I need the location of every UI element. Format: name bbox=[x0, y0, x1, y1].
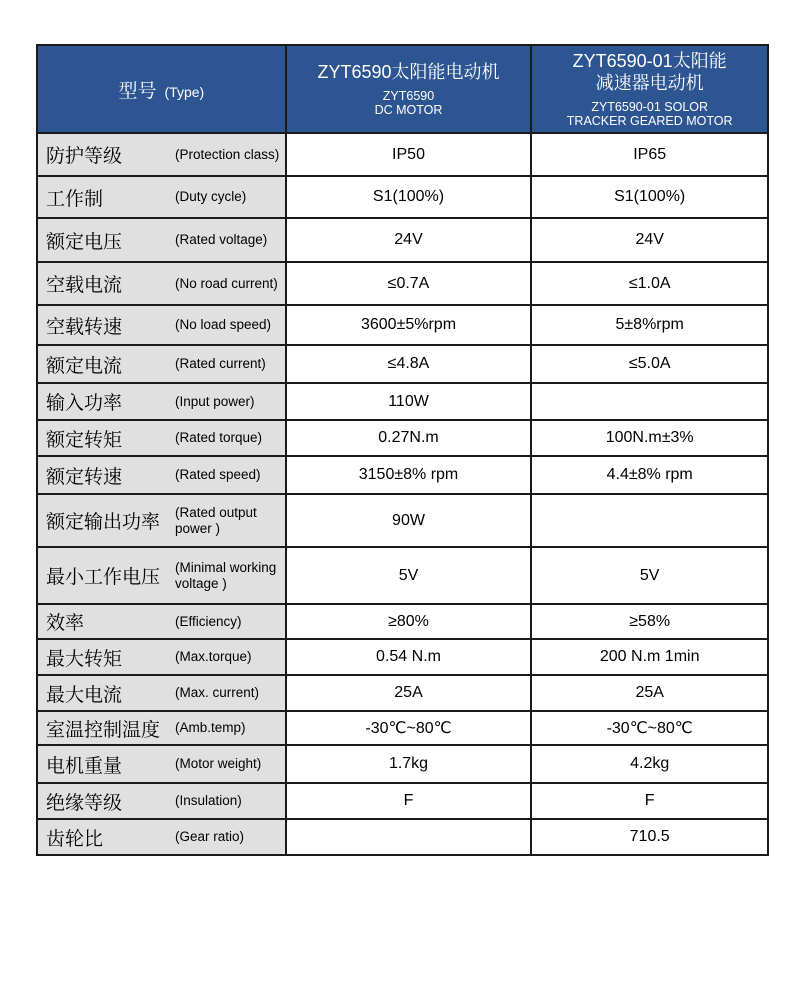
spec-row bbox=[37, 819, 768, 855]
spec-label-cell bbox=[37, 305, 286, 345]
spec-value-zyt6590-01 bbox=[531, 383, 768, 420]
spec-value-zyt6590: 25A bbox=[286, 675, 532, 711]
spec-label-cell bbox=[37, 745, 286, 783]
spec-label-zh: 效率 bbox=[46, 613, 85, 634]
spec-value-zyt6590: -30℃~80℃ bbox=[286, 711, 532, 745]
spec-label-en-line2: power ) bbox=[175, 520, 221, 536]
spec-label-zh: 最大电流 bbox=[46, 684, 123, 706]
header-row bbox=[37, 45, 768, 133]
spec-label-en-line1: (Rated output bbox=[175, 504, 257, 520]
spec-row bbox=[37, 711, 768, 745]
spec-row bbox=[37, 383, 768, 420]
spec-value-zyt6590: IP50 bbox=[286, 133, 532, 176]
spec-value-zyt6590: F bbox=[286, 783, 532, 819]
spec-label-cell bbox=[37, 639, 286, 675]
spec-label-en bbox=[175, 560, 276, 592]
spec-label-en: (Max. current) bbox=[175, 685, 260, 700]
spec-label-en bbox=[175, 505, 257, 537]
spec-label-en-line1: (Minimal working bbox=[175, 559, 277, 575]
spec-label-cell bbox=[37, 262, 286, 305]
spec-value-zyt6590-01: ≤1.0A bbox=[531, 262, 768, 305]
spec-row bbox=[37, 420, 768, 456]
spec-label-cell bbox=[37, 345, 286, 383]
model-b-title-1: ZYT6590-01太阳能 bbox=[572, 51, 727, 71]
spec-value-zyt6590: ≤4.8A bbox=[286, 345, 532, 383]
spec-value-zyt6590-01: 24V bbox=[531, 218, 768, 262]
spec-value-zyt6590: ≤0.7A bbox=[286, 262, 532, 305]
spec-label-zh: 额定转速 bbox=[46, 466, 123, 488]
spec-label-cell bbox=[37, 547, 286, 604]
spec-value-zyt6590-01: 710.5 bbox=[531, 819, 768, 855]
spec-label-zh: 额定电压 bbox=[46, 231, 123, 253]
spec-label-zh: 防护等级 bbox=[46, 146, 123, 167]
spec-value-zyt6590-01: ≤5.0A bbox=[531, 345, 768, 383]
spec-value-zyt6590: S1(100%) bbox=[286, 176, 532, 218]
spec-label-cell bbox=[37, 133, 286, 176]
spec-label-en-line2: voltage ) bbox=[175, 575, 227, 591]
spec-value-zyt6590-01: 4.2kg bbox=[531, 745, 768, 783]
model-a-subtitle-2: DC MOTOR bbox=[374, 103, 443, 117]
spec-row bbox=[37, 262, 768, 305]
spec-value-zyt6590: 24V bbox=[286, 218, 532, 262]
spec-value-zyt6590-01: 4.4±8% rpm bbox=[531, 456, 768, 494]
spec-value-zyt6590-01: -30℃~80℃ bbox=[531, 711, 768, 745]
spec-label-cell bbox=[37, 420, 286, 456]
spec-row bbox=[37, 494, 768, 547]
spec-label-zh: 最大转矩 bbox=[46, 648, 123, 670]
spec-label-en: (Rated voltage) bbox=[175, 232, 268, 247]
model-a-header bbox=[286, 45, 532, 133]
spec-value-zyt6590-01: 200 N.m 1min bbox=[531, 639, 768, 675]
spec-label-en: (Insulation) bbox=[175, 793, 242, 808]
spec-value-zyt6590: 3600±5%rpm bbox=[286, 305, 532, 345]
spec-value-zyt6590-01 bbox=[531, 494, 768, 547]
spec-value-zyt6590-01: 25A bbox=[531, 675, 768, 711]
spec-label-zh: 额定输出功率 bbox=[46, 512, 161, 533]
spec-label-zh: 工作制 bbox=[46, 188, 104, 210]
spec-label-zh: 电机重量 bbox=[46, 755, 123, 777]
spec-label-en: (Gear ratio) bbox=[175, 829, 245, 844]
spec-label-zh: 绝缘等级 bbox=[46, 792, 123, 814]
spec-label-zh: 额定电流 bbox=[46, 355, 123, 377]
spec-row bbox=[37, 783, 768, 819]
spec-value-zyt6590-01: 5±8%rpm bbox=[531, 305, 768, 345]
model-a-title: ZYT6590太阳能电动机 bbox=[317, 62, 500, 82]
spec-label-zh: 室温控制温度 bbox=[46, 719, 161, 741]
spec-label-zh: 输入功率 bbox=[46, 393, 123, 414]
model-a-subtitle-1: ZYT6590 bbox=[382, 89, 435, 103]
spec-label-en: (Duty cycle) bbox=[175, 189, 247, 204]
spec-label-zh: 最小工作电压 bbox=[46, 567, 161, 588]
spec-value-zyt6590: 90W bbox=[286, 494, 532, 547]
spec-value-zyt6590: 110W bbox=[286, 383, 532, 420]
spec-value-zyt6590 bbox=[286, 819, 532, 855]
spec-value-zyt6590-01: ≥58% bbox=[531, 604, 768, 639]
spec-label-cell bbox=[37, 783, 286, 819]
spec-label-en: (Rated speed) bbox=[175, 467, 261, 482]
spec-label-en: (Motor weight) bbox=[175, 756, 262, 771]
type-header bbox=[37, 45, 286, 133]
spec-row bbox=[37, 176, 768, 218]
model-b-header bbox=[531, 45, 768, 133]
model-b-subtitle-1: ZYT6590-01 SOLOR bbox=[591, 100, 709, 114]
spec-table bbox=[36, 44, 769, 856]
spec-label-cell bbox=[37, 711, 286, 745]
spec-row bbox=[37, 675, 768, 711]
spec-label-cell bbox=[37, 819, 286, 855]
spec-label-en: (Input power) bbox=[175, 393, 255, 409]
spec-label-en: (Protection class) bbox=[175, 146, 280, 162]
spec-row bbox=[37, 745, 768, 783]
spec-value-zyt6590-01: 100N.m±3% bbox=[531, 420, 768, 456]
spec-value-zyt6590: 5V bbox=[286, 547, 532, 604]
spec-label-en: (Max.torque) bbox=[175, 649, 252, 664]
spec-label-cell bbox=[37, 604, 286, 639]
spec-label-cell bbox=[37, 456, 286, 494]
spec-label-en: (Rated current) bbox=[175, 356, 266, 371]
spec-row bbox=[37, 133, 768, 176]
spec-row bbox=[37, 456, 768, 494]
spec-label-cell bbox=[37, 176, 286, 218]
spec-label-zh: 额定转矩 bbox=[46, 429, 123, 451]
spec-body bbox=[37, 133, 768, 855]
type-header-en: (Type) bbox=[164, 83, 205, 100]
spec-label-en: (Efficiency) bbox=[175, 613, 242, 629]
model-b-subtitle-2: TRACKER GEARED MOTOR bbox=[566, 114, 733, 128]
spec-value-zyt6590: 0.27N.m bbox=[286, 420, 532, 456]
spec-row bbox=[37, 305, 768, 345]
spec-value-zyt6590-01: 5V bbox=[531, 547, 768, 604]
spec-label-cell bbox=[37, 494, 286, 547]
spec-label-cell bbox=[37, 383, 286, 420]
spec-label-cell bbox=[37, 675, 286, 711]
spec-value-zyt6590: 3150±8% rpm bbox=[286, 456, 532, 494]
type-header-zh: 型号 bbox=[118, 80, 157, 102]
spec-row bbox=[37, 547, 768, 604]
spec-value-zyt6590-01: IP65 bbox=[531, 133, 768, 176]
spec-value-zyt6590: 1.7kg bbox=[286, 745, 532, 783]
spec-row bbox=[37, 639, 768, 675]
spec-value-zyt6590-01: F bbox=[531, 783, 768, 819]
spec-label-en: (Rated torque) bbox=[175, 430, 263, 445]
spec-label-cell bbox=[37, 218, 286, 262]
spec-label-en: (Amb.temp) bbox=[175, 720, 246, 735]
spec-row bbox=[37, 604, 768, 639]
spec-label-zh: 空载转速 bbox=[46, 316, 123, 338]
model-b-title-2: 减速器电动机 bbox=[595, 73, 704, 93]
spec-value-zyt6590: ≥80% bbox=[286, 604, 532, 639]
spec-label-zh: 齿轮比 bbox=[46, 828, 104, 850]
spec-label-en: (No road current) bbox=[175, 275, 278, 291]
spec-label-zh: 空载电流 bbox=[46, 275, 123, 296]
spec-value-zyt6590-01: S1(100%) bbox=[531, 176, 768, 218]
spec-label-en: (No load speed) bbox=[175, 317, 272, 332]
spec-row bbox=[37, 218, 768, 262]
spec-row bbox=[37, 345, 768, 383]
spec-value-zyt6590: 0.54 N.m bbox=[286, 639, 532, 675]
